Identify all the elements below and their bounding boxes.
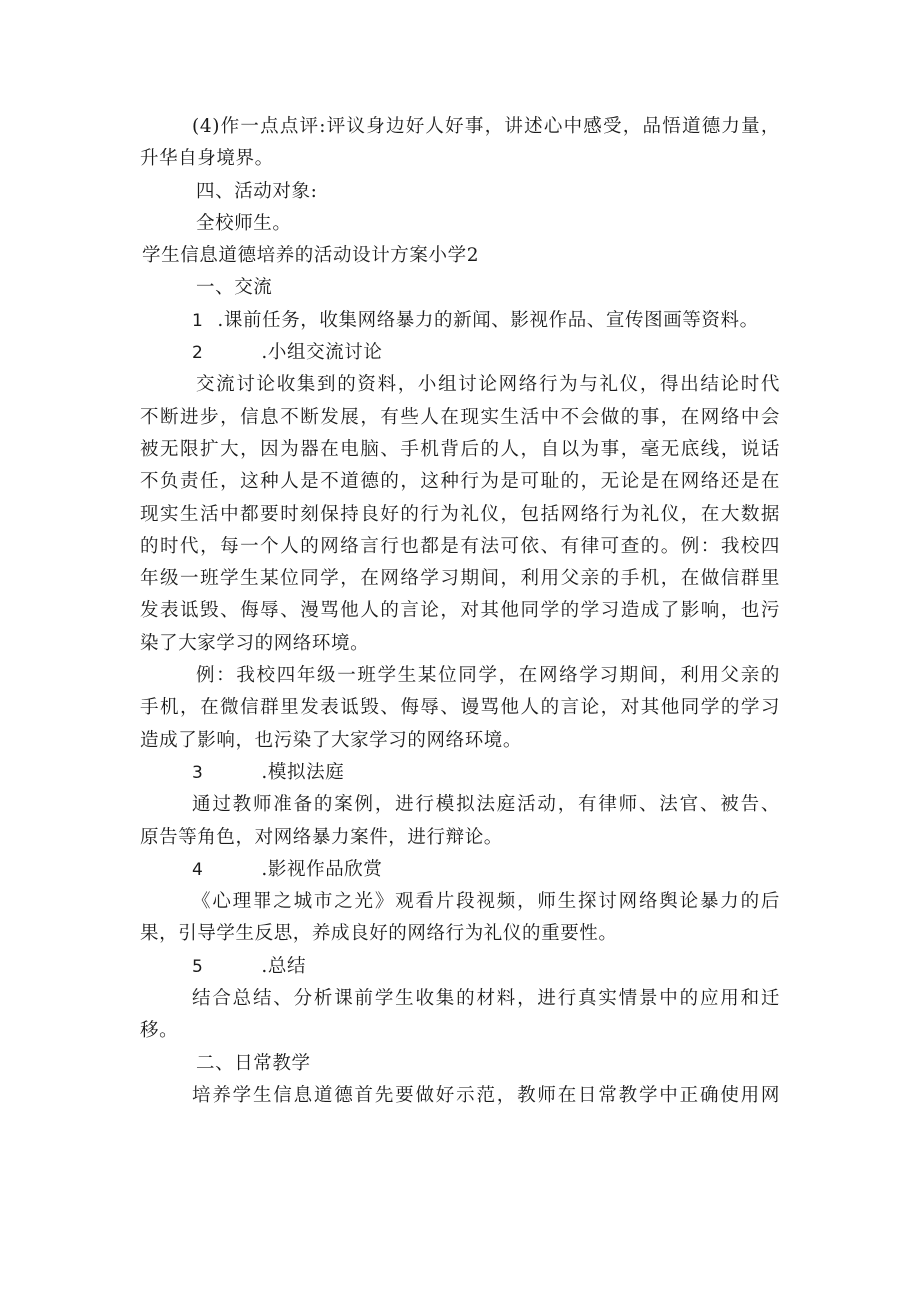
paragraph-line: 交流讨论收集到的资料，小组讨论网络行为与礼仪，得出结论时代	[196, 374, 780, 396]
paragraph-line: (4)作一点点评:评议身边好人好事，讲述心中感受，品悟道德力量，	[192, 116, 780, 137]
section-heading: 一、交流	[196, 277, 273, 299]
list-item-text: .模拟法庭	[261, 761, 345, 783]
paragraph-line: 手机，在微信群里发表诋毁、侮辱、谩骂他人的言论，对其他同学的学习	[140, 697, 780, 719]
paragraph-line: 果，引导学生反思，养成良好的网络行为礼仪的重要性。	[140, 923, 618, 945]
list-item-text: .课前任务，收集网络暴力的新闻、影视作品、宣传图画等资料。	[217, 309, 759, 331]
paragraph-line: 《心理罪之城市之光》观看片段视频，师生探讨网络舆论暴力的后	[192, 891, 780, 913]
paragraph-line: 原告等角色，对网络暴力案件，进行辩论。	[140, 826, 503, 848]
paragraph-line: 例：我校四年级一班学生某位同学，在网络学习期间，利用父亲的	[196, 665, 780, 687]
list-item	[140, 854, 780, 886]
paragraph-line: 通过教师准备的案例，进行模拟法庭活动，有律师、法官、被告、	[192, 794, 780, 816]
list-item-number: 4	[192, 859, 204, 880]
paragraph-line: 移。	[140, 1020, 179, 1042]
paragraph-line: 结合总结、分析课前学生收集的材料，进行真实情景中的应用和迁	[192, 988, 780, 1010]
list-item	[140, 337, 780, 369]
paragraph-line: 全校师生。	[196, 212, 292, 234]
list-item	[140, 951, 780, 983]
paragraph-example	[140, 660, 780, 757]
paragraph-line: 被无限扩大，因为器在电脑、手机背后的人，自以为事，毫无底线，说话	[140, 438, 780, 460]
paragraph-line: 不断进步，信息不断发展，有些人在现实生活中不会做的事，在网络中会	[140, 406, 780, 428]
list-item-number: 1	[192, 310, 204, 331]
paragraph-discussion	[140, 369, 780, 660]
section-heading: 二、日常教学	[196, 1052, 311, 1074]
paragraph-line: 年级一班学生某位同学，在网络学习期间，利用父亲的手机，在做信群里	[140, 568, 780, 590]
list-item-text: .影视作品欣赏	[261, 858, 383, 880]
list-item	[140, 757, 780, 789]
list-item	[140, 305, 780, 337]
document-title: 学生信息道德培养的活动设计方案小学2	[142, 245, 480, 267]
document-body	[140, 111, 780, 1112]
list-item-text: .总结	[261, 955, 307, 977]
paragraph-line: 不负责任，这种人是不道德的，这种行为是可耻的，无论是在网络还是在	[140, 471, 780, 493]
paragraph-line: 发表诋毁、侮辱、漫骂他人的言论，对其他同学的学习造成了影响，也污	[140, 600, 780, 622]
section-heading: 四、活动对象:	[196, 180, 318, 202]
paragraph-line: 造成了影响，也污染了大家学习的网络环境。	[140, 729, 523, 751]
paragraph-line: 现实生活中都要时刻保持良好的行为礼仪，包括网络行为礼仪，在大数据	[140, 503, 780, 525]
list-item-text: .小组交流讨论	[261, 342, 383, 364]
paragraph-line: 培养学生信息道德首先要做好示范，教师在日常教学中正确使用网	[192, 1084, 780, 1106]
list-item-number: 3	[192, 762, 204, 783]
paragraph-line: 的时代，每一个人的网络言行也都是有法可依、有律可查的。例：我校四	[140, 535, 780, 557]
list-item-number: 2	[192, 343, 204, 364]
paragraph-line: 升华自身境界。	[140, 148, 274, 170]
list-item-number: 5	[192, 956, 204, 977]
paragraph-line: 染了大家学习的网络环境。	[140, 632, 370, 654]
